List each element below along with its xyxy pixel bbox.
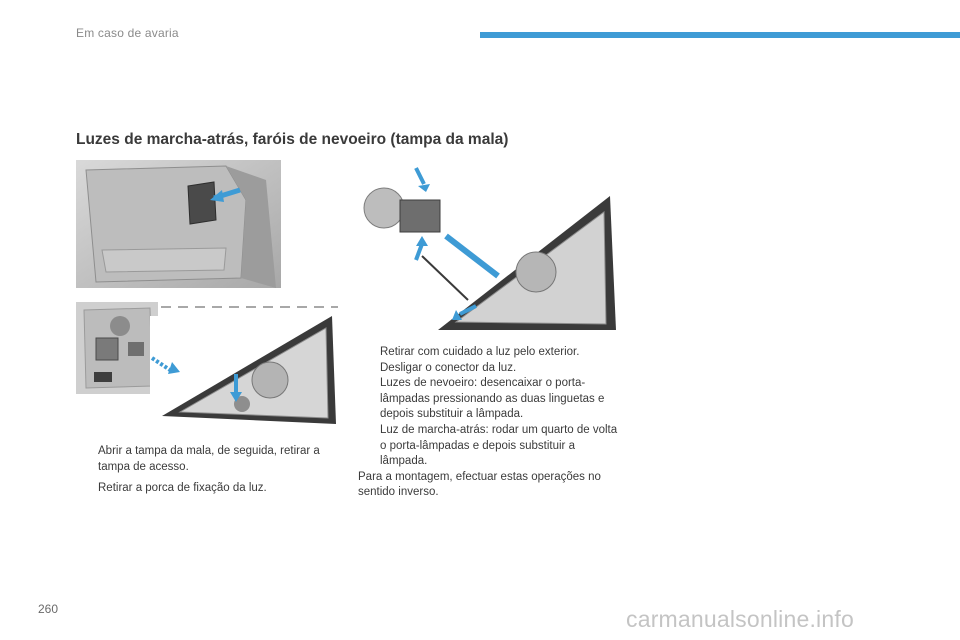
step-text: Luz de marcha-atrás: rodar um quarto de volta o porta-lâmpadas e depois substituir a lâmpada. [380,423,618,468]
access-panel-inset-illustration [76,302,158,394]
header-accent-bar [480,32,960,38]
list-item [358,376,620,423]
list-item [358,423,620,470]
page-number: 260 [38,602,59,616]
list-item [358,361,620,377]
list-item [358,345,620,361]
step-text: Desligar o conector da luz. [380,361,517,374]
left-instructions [76,444,338,503]
trunk-lid-illustration [76,160,281,288]
step-text: Luzes de nevoeiro: desencaixar o porta-lâmpadas pressionando as duas linguetas e depois substituir a lâmpada. [380,377,605,421]
step-text: Retirar com cuidado a luz pelo exterior. [380,346,580,358]
light-nut-removal-illustration [150,316,338,426]
step-text: Retirar a porca de fixação da luz. [98,482,267,495]
list-item [76,481,338,497]
bulb-holder-illustration [358,160,616,330]
section-label: Em caso de avaria [76,26,179,40]
step-text: Abrir a tampa da mala, de seguida, retirar a tampa de acesso. [98,445,320,473]
reassembly-note: Para a montagem, efectuar estas operações no sentido inverso. [358,470,601,499]
list-item [76,444,338,475]
page-title: Luzes de marcha-atrás, faróis de nevoeiro (tampa da mala) [76,131,509,148]
watermark: carmanualsonline.info [626,606,854,632]
right-instructions [358,345,620,501]
figure-separator [76,296,338,300]
